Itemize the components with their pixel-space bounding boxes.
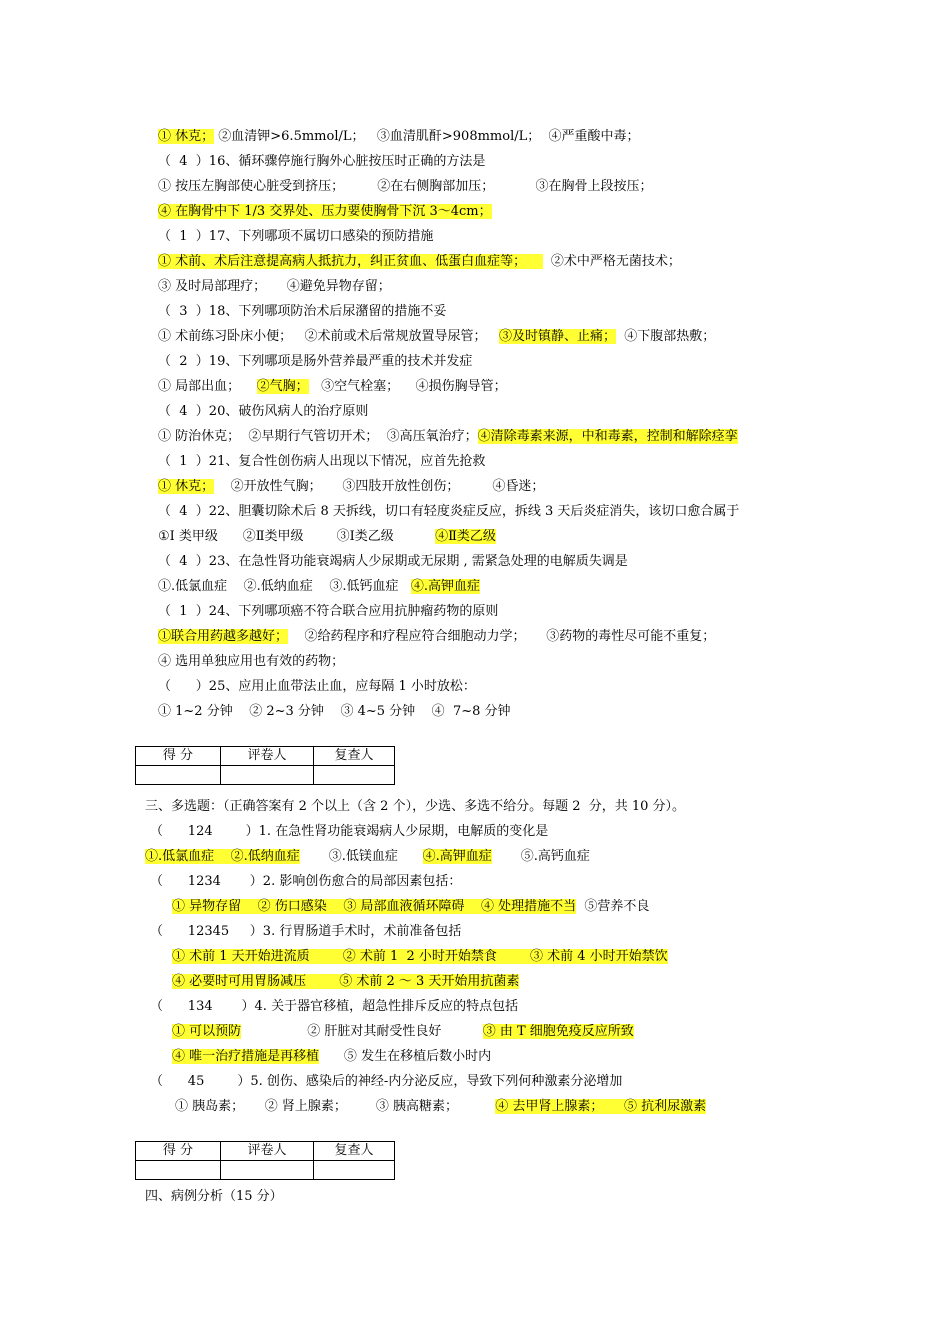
highlighted-answer: ④ 去甲肾上腺素； ⑤ 抗利尿激素 [495,1099,707,1114]
grader-cell[interactable] [221,1161,314,1180]
question-line [158,328,715,346]
question-line [175,1098,706,1116]
line-text: ① 1~2 分钟 ② 2~3 分钟 ③ 4~5 分钟 ④ 7~8 分钟 [158,704,511,719]
question-line [158,528,496,546]
question-line [158,203,492,221]
line-text: ①.低氯血症 ②.低纳血症 ③.低钙血症 [158,579,411,594]
highlighted-answer: ④ 在胸骨中下 1/3 交界处、压力要使胸骨下沉 3～4cm； [158,204,492,219]
highlighted-answer: ④.高钾血症 [410,579,480,594]
question-line [158,303,446,321]
line-text: （ 3 ）18、下列哪项防治术后尿潴留的措施不妥 [158,304,447,319]
question-line [172,973,519,991]
score-header: 得 分 [136,1142,221,1161]
highlighted-answer: ③ 由 T 细胞免疫反应所致 [482,1024,634,1039]
question-line [158,353,472,371]
line-text: （ ）25、应用止血带法止血，应每隔 1 小时放松： [158,679,476,694]
question-line [150,998,518,1016]
grader-cell[interactable] [221,766,314,785]
score-cell[interactable] [136,766,221,785]
line-text: （ 4 ）16、循环骤停施行胸外心脏按压时正确的方法是 [158,154,486,169]
highlighted-answer: ① 可以预防 [172,1024,242,1039]
highlighted-answer: ④Ⅱ类乙级 [435,529,496,544]
highlighted-answer: ④.高钾血症 [422,849,492,864]
line-text: ② 肝脏对其耐受性良好 [241,1024,483,1039]
question-line [172,898,649,916]
section-3-title: 三、多选题：（正确答案有 2 个以上（含 2 个），少选、多选不给分。每题 2 分，共 10 分）。 [145,799,686,814]
question-line [158,253,681,271]
line-text: ③.低镁血症 [299,849,423,864]
question-line [158,378,507,396]
question-line [172,948,668,966]
line-text: ① 胰岛素； ② 肾上腺素； ③ 胰高糖素； [175,1099,496,1114]
line-text: （ 4 ）20、破伤风病人的治疗原则 [158,404,369,419]
line-text: ③空气栓塞； ④损伤胸导管； [308,379,507,394]
reviewer-cell[interactable] [314,1161,395,1180]
line-text: ① 局部出血； [158,379,257,394]
question-line [158,678,476,696]
line-text: （ 1 ）21、复合性创伤病人出现以下情况，应首先抢救 [158,454,486,469]
line-text: ②血清钾>6.5mmol/L； ③血清肌酐>908mmol/L； ④严重酸中毒； [214,129,640,144]
highlighted-answer: ① 术前、术后注意提高病人抵抗力，纠正贫血、低蛋白血症等； [158,254,543,269]
question-line [145,848,590,866]
question-line [150,823,548,841]
highlighted-answer: ①.低氯血症 ②.低纳血症 [145,849,300,864]
question-line [158,228,433,246]
question-line [158,453,485,471]
line-text: ① 防治休克； ②早期行气管切开术； ③高压氧治疗； [158,429,478,444]
question-line [158,653,344,671]
section-4-title: 四、病例分析（15 分） [145,1189,283,1204]
score-table-1 [135,746,395,785]
highlighted-answer: ④ 必要时可用胃肠减压 ⑤ 术前 2 ～ 3 天开始用抗菌素 [172,974,520,989]
question-line [150,923,461,941]
line-text: （ 12345 ）3. 行胃肠道手术时，术前准备包括 [150,924,462,939]
highlighted-answer: ① 术前 1 天开始进流质 ② 术前 1 2 小时开始禁食 ③ 术前 4 小时开始禁饮 [172,949,668,964]
highlighted-answer: ④ 唯一治疗措施是再移植 [172,1049,320,1064]
line-text: ① 按压左胸部使心脏受到挤压； ②在右侧胸部加压； ③在胸骨上段按压； [158,179,653,194]
question-line [158,428,738,446]
question-line [172,1023,634,1041]
reviewer-cell[interactable] [314,766,395,785]
question-line [158,153,485,171]
line-text: （ 1 ）17、下列哪项不属切口感染的预防措施 [158,229,434,244]
line-text: ②术中严格无菌技术； [542,254,681,269]
highlighted-answer: ① 休克； [158,129,215,144]
question-line [158,128,640,146]
question-line [158,553,628,571]
highlighted-answer: ① 休克； [158,479,215,494]
line-text: ③ 及时局部理疗； ④避免异物存留； [158,279,391,294]
question-line [158,178,653,196]
line-text: ④下腹部热敷； [615,329,716,344]
line-text: ①Ⅰ 类甲级 ②Ⅱ类甲级 ③Ⅰ类乙级 [158,529,436,544]
question-line [158,578,480,596]
line-text: ②开放性气胸； ③四肢开放性创伤； ④昏迷； [214,479,545,494]
score-cell[interactable] [136,1161,221,1180]
line-text: ⑤.高钙血症 [491,849,590,864]
line-text: ① 术前练习卧床小便； ②术前或术后常规放置导尿管； [158,329,499,344]
line-text: ⑤ 发生在移植后数小时内 [319,1049,492,1064]
line-text: （ 134 ）4. 关于器官移植，超急性排斥反应的特点包括 [150,999,519,1014]
question-line [150,873,461,891]
highlighted-answer: ②气胸； [256,379,309,394]
reviewer-header: 复查人 [314,1142,395,1161]
score-header: 得 分 [136,747,221,766]
line-text: ⑤营养不良 [576,899,650,914]
line-text: （ 1 ）24、下列哪项癌不符合联合应用抗肿瘤药物的原则 [158,604,499,619]
highlighted-answer: ①联合用药越多越好； [158,629,289,644]
grader-header: 评卷人 [221,1142,314,1161]
score-table-2 [135,1141,395,1180]
question-line [158,403,368,421]
line-text: （ 4 ）22、胆囊切除术后 8 天拆线，切口有轻度炎症反应，拆线 3 天后炎症消失，该切口愈合属于 [158,504,740,519]
line-text: （ 1234 ）2. 影响创伤愈合的局部因素包括： [150,874,462,889]
question-line [158,503,739,521]
question-line [158,278,391,296]
line-text: （ 45 ）5. 创伤、感染后的神经-内分泌反应，导致下列何种激素分泌增加 [150,1074,623,1089]
question-line [172,1048,491,1066]
grader-header: 评卷人 [221,747,314,766]
question-line [150,1073,622,1091]
line-text: ④ 选用单独应用也有效的药物； [158,654,345,669]
highlighted-answer: ① 异物存留 ② 伤口感染 ③ 局部血液循环障碍 ④ 处理措施不当 [172,899,577,914]
highlighted-answer: ④清除毒素来源，中和毒素，控制和解除痉挛 [477,429,738,444]
question-line [158,478,544,496]
line-text: （ 4 ）23、在急性肾功能衰竭病人少尿期或无尿期 , 需紧急处理的电解质失调是 [158,554,628,569]
reviewer-header: 复查人 [314,747,395,766]
highlighted-answer: ③及时镇静、止痛； [498,329,616,344]
line-text: ②给药程序和疗程应符合细胞动力学； ③药物的毒性尽可能不重复； [288,629,716,644]
question-line [158,628,715,646]
question-line [158,603,498,621]
question-line [158,703,511,721]
line-text: （ 2 ）19、下列哪项是肠外营养最严重的技术并发症 [158,354,473,369]
line-text: （ 124 ）1. 在急性肾功能衰竭病人少尿期，电解质的变化是 [150,824,549,839]
